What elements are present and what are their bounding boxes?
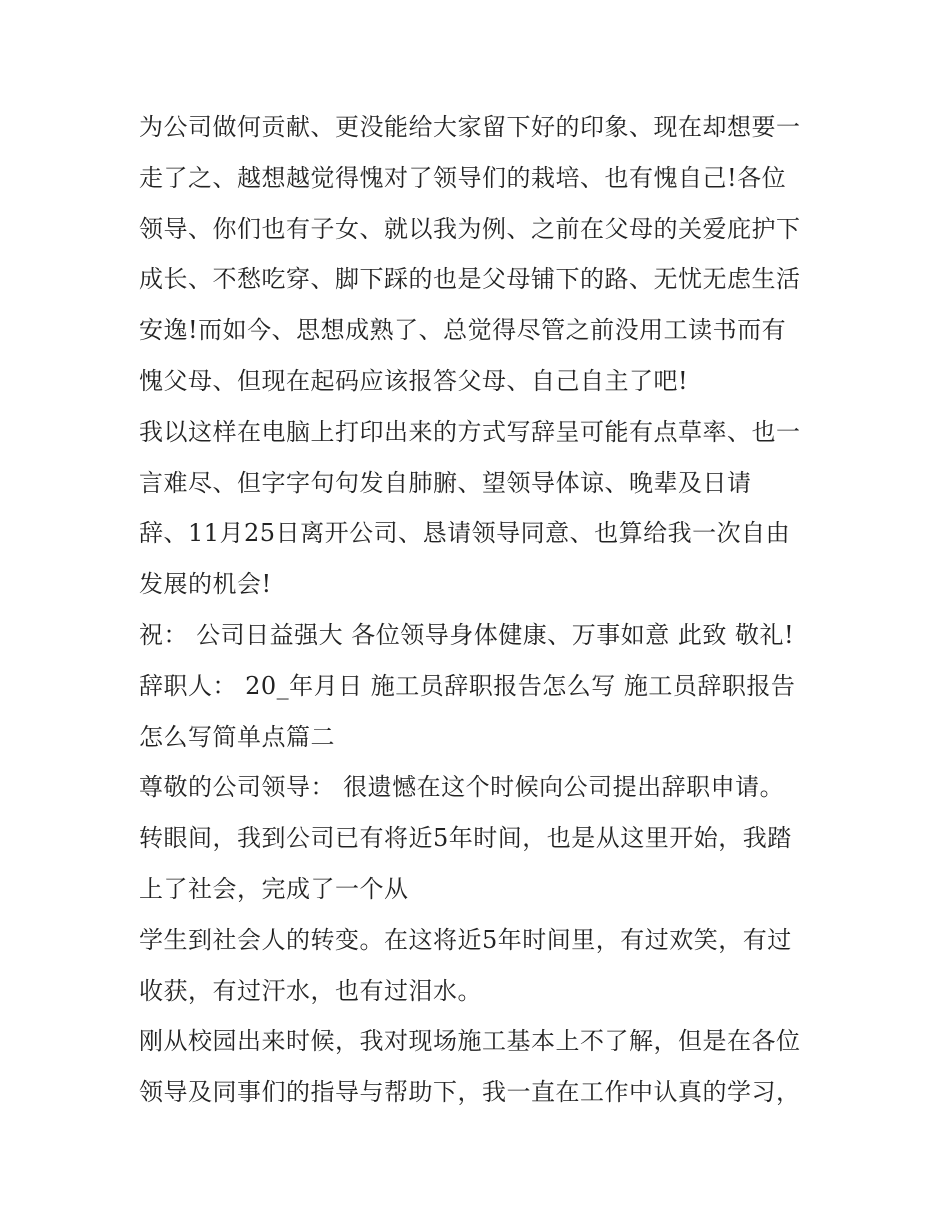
- text-line: 安逸!而如今、思想成熟了、总觉得尽管之前没用工读书而有: [139, 316, 787, 345]
- text-line: 我以这样在电脑上打印出来的方式写辞呈可能有点草率、也一: [139, 417, 801, 446]
- text-line: 收获，有过汗水，也有过泪水。: [139, 976, 482, 1005]
- document-body: [139, 102, 829, 1118]
- text-line: 学生到社会人的转变。在这将近5年时间里，有过欢笑，有过: [139, 925, 792, 954]
- text-line: 转眼间，我到公司已有将近5年时间，也是从这里开始，我踏: [139, 824, 792, 853]
- text-line: 尊敬的公司领导： 很遗憾在这个时候向公司提出辞职申请。: [139, 773, 785, 802]
- text-line: 愧父母、但现在起码应该报答父母、自己自主了吧!: [139, 366, 689, 395]
- text-line: 发展的机会!: [139, 570, 272, 599]
- text-line: 走了之、越想越觉得愧对了领导们的栽培、也有愧自己!各位: [139, 163, 787, 192]
- text-line: 上了社会，完成了一个从: [139, 874, 409, 903]
- text-line: 怎么写简单点篇二: [139, 722, 335, 751]
- text-line: 辞、11月25日离开公司、恳请领导同意、也算给我一次自由: [139, 519, 791, 548]
- text-line: 刚从校园出来时候，我对现场施工基本上不了解，但是在各位: [139, 1027, 801, 1056]
- text-line: 成长、不愁吃穿、脚下踩的也是父母铺下的路、无忧无虑生活: [139, 265, 801, 294]
- text-line: 祝： 公司日益强大 各位领导身体健康、万事如意 此致 敬礼!: [139, 620, 795, 649]
- text-line: 言难尽、但字字句句发自肺腑、望领导体谅、晚辈及日请: [139, 468, 752, 497]
- text-line: 辞职人： 20_年月日 施工员辞职报告怎么写 施工员辞职报告: [139, 671, 796, 700]
- text-line: 为公司做何贡献、更没能给大家留下好的印象、现在却想要一: [139, 113, 801, 141]
- text-line: 领导及同事们的指导与帮助下，我一直在工作中认真的学习，: [139, 1078, 801, 1107]
- text-line: 领导、你们也有子女、就以我为例、之前在父母的关爱庇护下: [139, 214, 801, 243]
